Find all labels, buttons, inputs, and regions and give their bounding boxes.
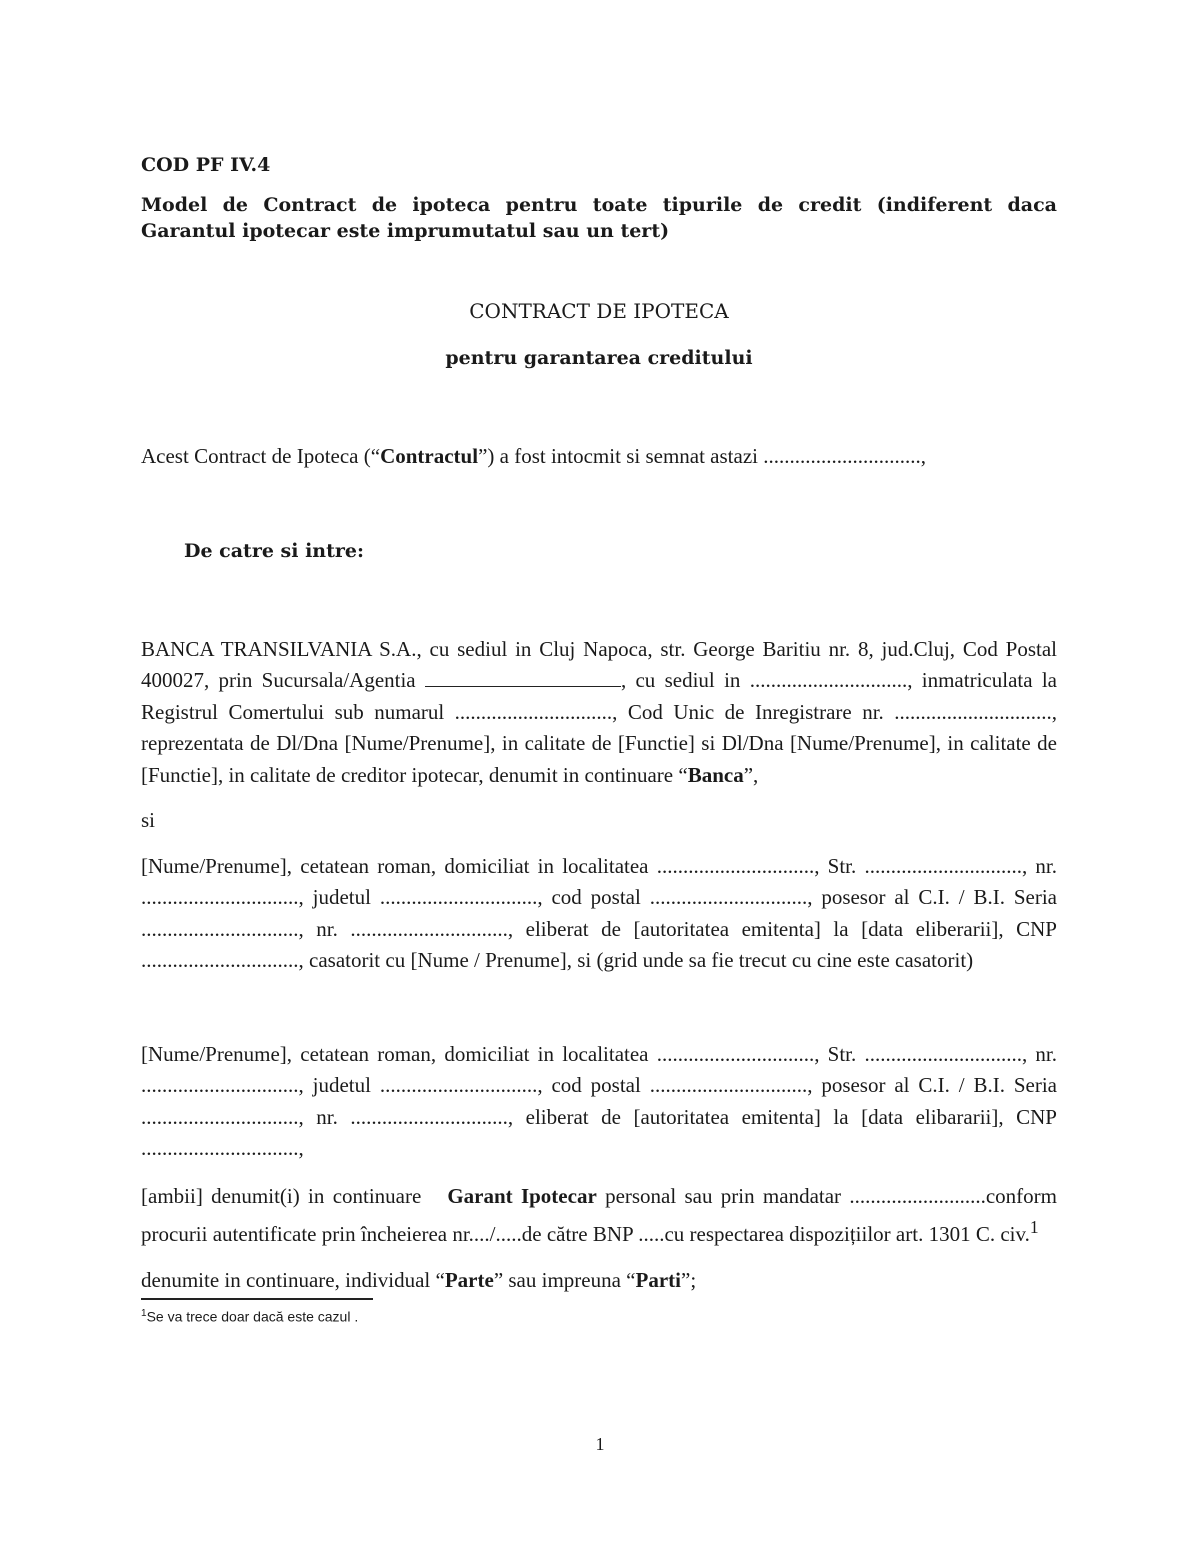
conjunction-si: si bbox=[141, 808, 156, 832]
party-paragraph-2: [Nume/Prenume], cetatean roman, domiciliat in localitatea .............................., Str. .............................., nr. .............................., judetul .............................., cod postal .............................., posesor al C.I. / B.I. Seria .............................., nr. .............................., eliberat de [autoritatea emitenta] la [data elibararii], CNP .............................., bbox=[141, 1041, 1057, 1160]
bank-term: Banca bbox=[687, 762, 744, 787]
branch-blank-line bbox=[425, 668, 621, 687]
definitions-text-middle: ” sau impreuna “ bbox=[493, 1267, 636, 1292]
document-code: COD PF IV.4 bbox=[141, 154, 271, 176]
footnote-text: Se va trece doar dacă este cazul . bbox=[146, 1308, 359, 1325]
intro-text-after: ”) a fost intocmit si semnat astazi .............................., bbox=[478, 443, 926, 468]
parties-heading: De catre si intre: bbox=[184, 540, 364, 562]
definitions-term-parti: Parti bbox=[635, 1267, 681, 1292]
bank-text-3: ”, bbox=[743, 762, 759, 787]
intro-term: Contractul bbox=[380, 443, 479, 468]
footnote-separator bbox=[141, 1298, 373, 1300]
contract-title: CONTRACT DE IPOTECA bbox=[469, 298, 729, 323]
bank-text-2: , cu sediul in .............................., inmatriculata la Registrul Comertului sub numarul .............................., Cod Unic de Inregistrare nr. .............................., reprezentata de Dl/Dna [Nume/Prenume], in calitate de [Functie] si Dl/Dna [Nume/Prenume], in calitate de [Functie], in calitate de creditor ipotecar, denumit in continuare “ bbox=[141, 668, 1057, 787]
footnote bbox=[141, 1304, 1057, 1327]
guarantor-text-after: personal sau prin mandatar ..........................conform procurii autentificate prin încheierea nr..../.....de către BNP .....cu respectarea dispozițiilor art. 1301 C. civ. bbox=[141, 1183, 1057, 1246]
document-page bbox=[141, 150, 1057, 1327]
party-paragraph-1: [Nume/Prenume], cetatean roman, domiciliat in localitatea .............................., Str. .............................., nr. .............................., judetul .............................., cod postal .............................., posesor al C.I. / B.I. Seria .............................., nr. .............................., eliberat de [autoritatea emitenta] la [data eliberarii], CNP .............................., casatorit cu [Nume / Prenume], si (grid unde sa fie trecut cu cine este casatorit) bbox=[141, 853, 1057, 972]
definitions-text-before: denumite in continuare, individual “ bbox=[141, 1267, 445, 1292]
guarantor-text-before: [ambii] denumit(i) in continuare bbox=[141, 1183, 422, 1208]
guarantor-paragraph bbox=[141, 1181, 1057, 1251]
guarantor-term: Garant Ipotecar bbox=[447, 1183, 597, 1208]
model-title: Model de Contract de ipoteca pentru toate tipurile de credit (indiferent daca Garantul ipotecar este imprumutatul sau un tert) bbox=[141, 193, 1057, 242]
definitions-term-parte: Parte bbox=[444, 1267, 494, 1292]
page-number: 1 bbox=[595, 1434, 605, 1454]
intro-text-before: Acest Contract de Ipoteca (“ bbox=[141, 443, 381, 468]
footnote-marker: 1 bbox=[141, 1308, 147, 1319]
intro-paragraph bbox=[141, 441, 1057, 473]
definitions-text-after: ”; bbox=[681, 1267, 697, 1292]
bank-paragraph bbox=[141, 634, 1057, 792]
definitions-paragraph bbox=[141, 1265, 1057, 1297]
footnote-reference: 1 bbox=[1029, 1217, 1039, 1237]
contract-subtitle: pentru garantarea creditului bbox=[445, 347, 753, 369]
bank-text-1: BANCA TRANSILVANIA S.A., cu sediul in Cluj Napoca, str. George Baritiu nr. 8, jud.Cluj, Cod Postal 400027, prin Sucursala/Agentia bbox=[141, 636, 1057, 692]
